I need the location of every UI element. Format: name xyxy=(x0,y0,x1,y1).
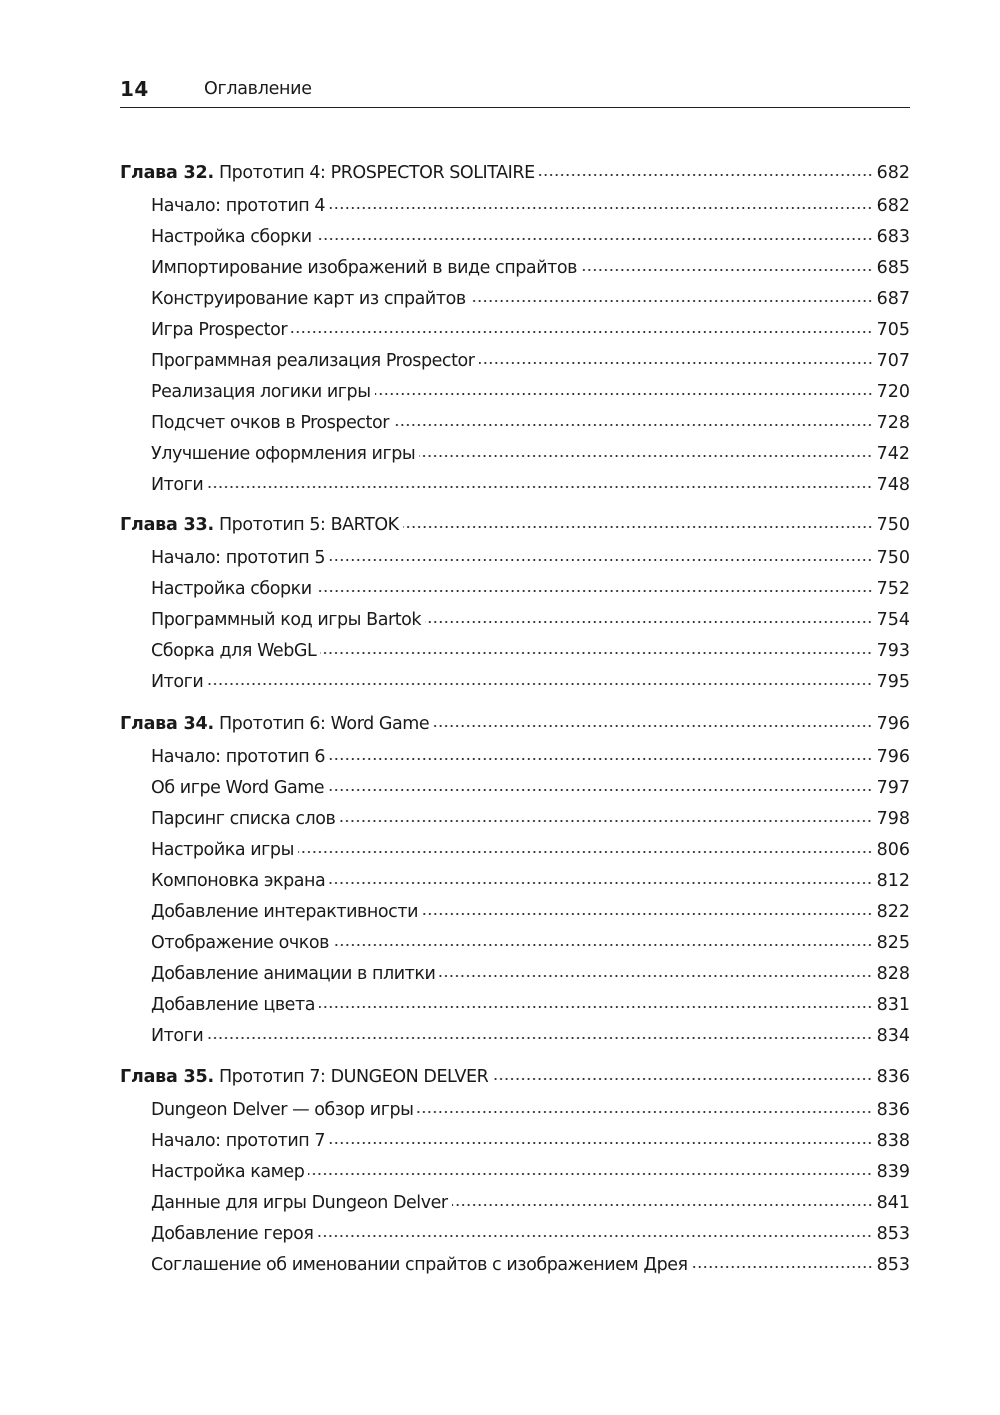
toc-chapter-entry xyxy=(120,160,910,186)
dot-leader xyxy=(329,193,873,211)
toc-section-entry xyxy=(120,992,910,1018)
section-title: Добавление героя xyxy=(151,1223,314,1244)
dot-leader xyxy=(319,992,873,1010)
toc-entry-text xyxy=(120,444,415,464)
page-ref: 750 xyxy=(876,547,910,568)
toc-section-entry xyxy=(120,961,910,987)
dot-leader xyxy=(422,899,873,917)
section-title: Сборка для WebGL xyxy=(151,640,317,661)
section-title: Начало: прототип 6 xyxy=(151,746,326,767)
page-header xyxy=(120,77,910,108)
dot-leader xyxy=(417,1097,872,1115)
toc-section-entry xyxy=(120,1128,910,1154)
page-ref: 748 xyxy=(876,474,910,495)
toc-section-entry xyxy=(120,744,910,770)
page-ref: 720 xyxy=(876,381,910,402)
page-ref: 836 xyxy=(876,1099,910,1120)
section-title: Парсинг списка слов xyxy=(151,808,336,829)
dot-leader xyxy=(439,961,872,979)
toc-entry-text xyxy=(120,995,315,1015)
dot-leader xyxy=(425,607,873,625)
section-title: Добавление анимации в плитки xyxy=(151,963,436,984)
toc-section-entry xyxy=(120,576,910,602)
section-title: Настройка сборки xyxy=(151,226,312,247)
toc-section-entry xyxy=(120,775,910,801)
toc-entry-text xyxy=(120,610,421,630)
dot-leader xyxy=(339,806,872,824)
section-title: Добавление интерактивности xyxy=(151,901,419,922)
page-ref: 682 xyxy=(876,162,910,183)
page-ref: 754 xyxy=(876,609,910,630)
toc-section-entry xyxy=(120,1097,910,1123)
page-ref: 793 xyxy=(876,640,910,661)
page-ref: 812 xyxy=(876,870,910,891)
toc-entry-text xyxy=(120,320,287,340)
dot-leader xyxy=(470,286,873,304)
section-title: Отображение очков xyxy=(151,932,329,953)
toc-entry-text xyxy=(120,871,325,891)
page-ref: 728 xyxy=(876,412,910,433)
toc-entry-text xyxy=(120,1193,448,1213)
dot-leader xyxy=(403,512,873,530)
toc-section-entry xyxy=(120,1190,910,1216)
toc-section-entry xyxy=(120,317,910,343)
dot-leader xyxy=(375,379,873,397)
dot-leader xyxy=(329,545,873,563)
dot-leader xyxy=(393,410,873,428)
section-title: Конструирование карт из спрайтов xyxy=(151,288,466,309)
dot-leader xyxy=(328,775,872,793)
toc-entry-text xyxy=(120,1067,488,1087)
toc-entry-text xyxy=(120,227,312,247)
dot-leader xyxy=(539,160,873,178)
toc-entry-text xyxy=(120,196,325,216)
dot-leader xyxy=(419,441,872,459)
section-title: Об игре Word Game xyxy=(151,777,325,798)
page-ref: 687 xyxy=(876,288,910,309)
page-ref: 828 xyxy=(876,963,910,984)
page-ref: 853 xyxy=(876,1223,910,1244)
toc-section-entry xyxy=(120,545,910,571)
dot-leader xyxy=(316,224,873,242)
toc-entry-text xyxy=(120,1026,203,1046)
toc-entry-text xyxy=(120,1255,688,1275)
page-ref: 685 xyxy=(876,257,910,278)
page-ref: 797 xyxy=(876,777,910,798)
toc-entry-text xyxy=(120,1162,304,1182)
dot-leader xyxy=(316,576,873,594)
toc-entry-text xyxy=(120,548,325,568)
toc-entry-text xyxy=(120,714,429,734)
section-title: Импортирование изображений в виде спрайтов xyxy=(151,257,577,278)
toc-entry-text xyxy=(120,641,316,661)
dot-leader xyxy=(433,711,872,729)
toc-entry-text xyxy=(120,1100,413,1120)
chapter-title: Прототип 4: PROSPECTOR SOLITAIRE xyxy=(218,162,535,183)
page-ref: 795 xyxy=(876,671,910,692)
toc-section-entry xyxy=(120,899,910,925)
toc-chapter-entry xyxy=(120,711,910,737)
dot-leader xyxy=(308,1159,872,1177)
section-title: Улучшение оформления игры xyxy=(151,443,416,464)
section-title: Настройка игры xyxy=(151,839,294,860)
dot-leader xyxy=(492,1064,872,1082)
chapter-title: Прототип 6: Word Game xyxy=(218,713,430,734)
section-title: Добавление цвета xyxy=(151,994,316,1015)
toc-section-entry xyxy=(120,1023,910,1049)
toc-entry-text xyxy=(120,258,577,278)
toc-entry-text xyxy=(120,475,203,495)
page-ref: 822 xyxy=(876,901,910,922)
toc-entry-text xyxy=(120,289,466,309)
page-ref: 806 xyxy=(876,839,910,860)
toc-chapter-entry xyxy=(120,1064,910,1090)
toc-section-entry xyxy=(120,441,910,467)
section-title: Игра Prospector xyxy=(151,319,288,340)
section-title: Начало: прототип 7 xyxy=(151,1130,326,1151)
page-ref: 752 xyxy=(876,578,910,599)
section-title: Соглашение об именовании спрайтов с изображением Дрея xyxy=(151,1254,688,1275)
page-number: 14 xyxy=(120,77,149,101)
toc-entry-text xyxy=(120,778,324,798)
page-ref: 838 xyxy=(876,1130,910,1151)
dot-leader xyxy=(581,255,873,273)
section-title: Итоги xyxy=(151,1025,204,1046)
toc-entry-text xyxy=(120,579,312,599)
section-title: Настройка камер xyxy=(151,1161,305,1182)
toc-section-entry xyxy=(120,348,910,374)
running-title: Оглавление xyxy=(204,79,312,99)
dot-leader xyxy=(479,348,873,366)
toc-entry-text xyxy=(120,351,475,371)
section-title: Итоги xyxy=(151,474,204,495)
section-title: Данные для игры Dungeon Delver xyxy=(151,1192,448,1213)
toc-section-entry xyxy=(120,255,910,281)
dot-leader xyxy=(329,868,872,886)
dot-leader xyxy=(329,744,873,762)
page-ref: 834 xyxy=(876,1025,910,1046)
section-title: Программная реализация Prospector xyxy=(151,350,475,371)
dot-leader xyxy=(207,472,872,490)
toc-entry-text xyxy=(120,902,418,922)
dot-leader xyxy=(207,669,872,687)
toc-section-entry xyxy=(120,1159,910,1185)
page-ref: 839 xyxy=(876,1161,910,1182)
dot-leader xyxy=(291,317,873,335)
section-title: Dungeon Delver — обзор игры xyxy=(151,1099,414,1120)
section-title: Программный код игры Bartok xyxy=(151,609,422,630)
toc-entry-text xyxy=(120,163,535,183)
section-title: Настройка сборки xyxy=(151,578,312,599)
toc-entry-text xyxy=(120,840,294,860)
page-ref: 707 xyxy=(876,350,910,371)
page-ref: 796 xyxy=(876,713,910,734)
toc-section-entry xyxy=(120,1252,910,1278)
toc-entry-text xyxy=(120,413,389,433)
page-ref: 796 xyxy=(876,746,910,767)
chapter-label: Глава 32. xyxy=(120,162,214,183)
page-ref: 705 xyxy=(876,319,910,340)
toc-section-entry xyxy=(120,638,910,664)
toc-chapter-entry xyxy=(120,512,910,538)
toc-entry-text xyxy=(120,1224,313,1244)
toc-entry-text xyxy=(120,672,203,692)
dot-leader xyxy=(329,1128,873,1146)
toc-section-entry xyxy=(120,607,910,633)
page-ref: 798 xyxy=(876,808,910,829)
toc-section-entry xyxy=(120,868,910,894)
page-ref: 841 xyxy=(876,1192,910,1213)
toc-section-entry xyxy=(120,379,910,405)
section-title: Подсчет очков в Prospector xyxy=(151,412,389,433)
toc-section-entry xyxy=(120,669,910,695)
dot-leader xyxy=(207,1023,872,1041)
page-ref: 836 xyxy=(876,1066,910,1087)
toc-entry-text xyxy=(120,933,329,953)
toc-entry-text xyxy=(120,1131,325,1151)
toc-section-entry xyxy=(120,472,910,498)
toc-entry-text xyxy=(120,515,399,535)
toc-entry-text xyxy=(120,809,335,829)
page-ref: 682 xyxy=(876,195,910,216)
page-ref: 831 xyxy=(876,994,910,1015)
toc-section-entry xyxy=(120,837,910,863)
page-ref: 853 xyxy=(876,1254,910,1275)
toc-entry-text xyxy=(120,964,435,984)
dot-leader xyxy=(320,638,872,656)
page-ref: 683 xyxy=(876,226,910,247)
dot-leader xyxy=(452,1190,873,1208)
toc-section-entry xyxy=(120,286,910,312)
chapter-title: Прототип 5: BARTOK xyxy=(218,514,399,535)
section-title: Компоновка экрана xyxy=(151,870,326,891)
page-ref: 750 xyxy=(876,514,910,535)
page-ref: 742 xyxy=(876,443,910,464)
toc-section-entry xyxy=(120,193,910,219)
page-ref: 825 xyxy=(876,932,910,953)
section-title: Начало: прототип 5 xyxy=(151,547,326,568)
chapter-title: Прототип 7: DUNGEON DELVER xyxy=(218,1066,489,1087)
toc-section-entry xyxy=(120,806,910,832)
toc-section-entry xyxy=(120,1221,910,1247)
section-title: Реализация логики игры xyxy=(151,381,371,402)
dot-leader xyxy=(317,1221,872,1239)
toc-section-entry xyxy=(120,410,910,436)
dot-leader xyxy=(333,930,873,948)
section-title: Начало: прототип 4 xyxy=(151,195,326,216)
dot-leader xyxy=(298,837,873,855)
toc-section-entry xyxy=(120,224,910,250)
dot-leader xyxy=(692,1252,873,1270)
toc-section-entry xyxy=(120,930,910,956)
section-title: Итоги xyxy=(151,671,204,692)
chapter-label: Глава 34. xyxy=(120,713,214,734)
chapter-label: Глава 33. xyxy=(120,514,214,535)
toc-entry-text xyxy=(120,747,325,767)
chapter-label: Глава 35. xyxy=(120,1066,214,1087)
toc-entry-text xyxy=(120,382,371,402)
